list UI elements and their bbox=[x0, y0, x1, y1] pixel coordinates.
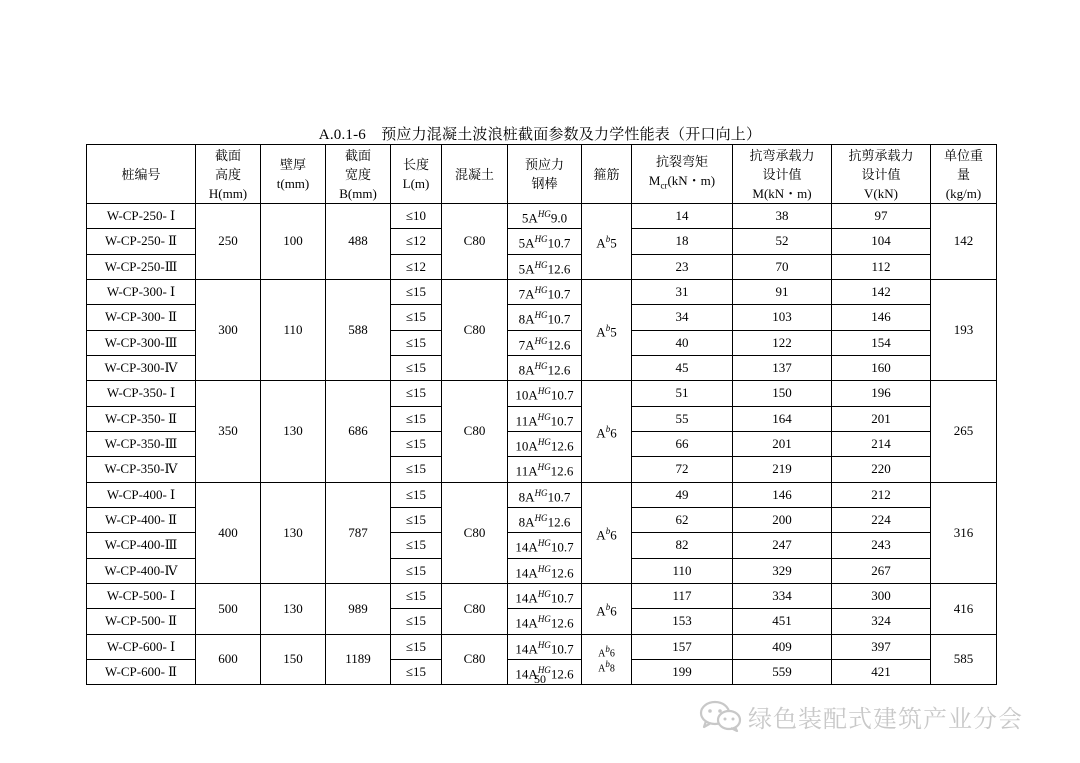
crack-moment-cell: 14 bbox=[632, 204, 733, 229]
steel-grade: HG bbox=[537, 386, 551, 397]
steel-diameter: 12.6 bbox=[547, 514, 571, 530]
header-bending-capacity: 抗弯承载力 设计值 M(kN・m) bbox=[733, 145, 832, 204]
steel-count: 8A bbox=[518, 362, 535, 378]
table-row bbox=[87, 204, 997, 229]
section-width-cell: 488 bbox=[326, 204, 391, 280]
stirrup-sup: b bbox=[605, 659, 610, 670]
concrete-cell: C80 bbox=[442, 583, 508, 634]
bending-capacity-cell: 200 bbox=[733, 507, 832, 532]
table-row bbox=[87, 381, 997, 406]
steel-count: 7A bbox=[518, 336, 535, 352]
concrete-cell: C80 bbox=[442, 204, 508, 280]
steel-cell bbox=[508, 482, 582, 507]
section-height-cell: 300 bbox=[196, 279, 261, 380]
shear-capacity-cell: 267 bbox=[832, 558, 931, 583]
pile-id-cell: W-CP-250- Ⅰ bbox=[87, 204, 196, 229]
steel-cell bbox=[508, 330, 582, 355]
crack-moment-cell: 199 bbox=[632, 659, 733, 684]
steel-count: 5A bbox=[518, 260, 535, 276]
steel-diameter: 9.0 bbox=[550, 210, 568, 226]
length-cell: ≤15 bbox=[391, 381, 442, 406]
pile-id-cell: W-CP-600- Ⅱ bbox=[87, 659, 196, 684]
steel-cell bbox=[508, 204, 582, 229]
pile-id-cell: W-CP-300-Ⅲ bbox=[87, 330, 196, 355]
steel-diameter: 10.7 bbox=[550, 412, 574, 428]
bending-capacity-cell: 70 bbox=[733, 254, 832, 279]
section-width-cell: 588 bbox=[326, 279, 391, 380]
steel-diameter: 12.6 bbox=[547, 260, 571, 276]
pile-id-cell: W-CP-250-Ⅲ bbox=[87, 254, 196, 279]
steel-count: 8A bbox=[518, 514, 535, 530]
header-unit-weight: 单位重 量 (kg/m) bbox=[931, 145, 997, 204]
steel-count: 10A bbox=[515, 387, 538, 403]
pile-id-cell: W-CP-400- Ⅰ bbox=[87, 482, 196, 507]
steel-diameter: 10.7 bbox=[547, 488, 571, 504]
crack-moment-cell: 45 bbox=[632, 355, 733, 380]
stirrup-cell bbox=[582, 482, 632, 583]
bending-capacity-cell: 137 bbox=[733, 355, 832, 380]
section-width-cell: 686 bbox=[326, 381, 391, 482]
watermark-text: 绿色装配式建筑产业分会 bbox=[748, 704, 1023, 733]
stirrup-type: A bbox=[596, 526, 606, 542]
steel-grade: HG bbox=[537, 436, 551, 447]
header-row bbox=[87, 145, 997, 204]
length-cell: ≤12 bbox=[391, 229, 442, 254]
shear-capacity-cell: 154 bbox=[832, 330, 931, 355]
length-cell: ≤15 bbox=[391, 330, 442, 355]
unit-weight-cell: 316 bbox=[931, 482, 997, 583]
wechat-icon bbox=[698, 700, 742, 732]
steel-count: 11A bbox=[515, 412, 538, 428]
steel-cell bbox=[508, 305, 582, 330]
wall-thickness-cell: 130 bbox=[261, 381, 326, 482]
shear-capacity-cell: 224 bbox=[832, 507, 931, 532]
section-height-cell: 500 bbox=[196, 583, 261, 634]
stirrup-diameter: 5 bbox=[610, 324, 617, 340]
steel-grade: HG bbox=[534, 487, 548, 498]
length-cell: ≤15 bbox=[391, 533, 442, 558]
stirrup-diameter: 6 bbox=[609, 648, 615, 660]
pile-id-cell: W-CP-400-Ⅳ bbox=[87, 558, 196, 583]
steel-cell bbox=[508, 507, 582, 532]
length-cell: ≤10 bbox=[391, 204, 442, 229]
pile-id-cell: W-CP-400- Ⅱ bbox=[87, 507, 196, 532]
crack-moment-cell: 34 bbox=[632, 305, 733, 330]
bending-capacity-cell: 201 bbox=[733, 431, 832, 456]
bending-capacity-cell: 146 bbox=[733, 482, 832, 507]
steel-cell bbox=[508, 279, 582, 304]
stirrup-cell bbox=[582, 279, 632, 380]
header-crack-moment: 抗裂弯矩 $M_{cr}(kN$・m) bbox=[632, 145, 733, 204]
pile-spec-table bbox=[86, 144, 997, 685]
steel-grade: HG bbox=[537, 563, 551, 574]
steel-count: 11A bbox=[515, 463, 538, 479]
pile-id-cell: W-CP-300- Ⅱ bbox=[87, 305, 196, 330]
steel-count: 10A bbox=[515, 438, 538, 454]
header-stirrup: 箍筋 bbox=[582, 145, 632, 204]
stirrup-type: A bbox=[596, 324, 606, 340]
length-cell: ≤15 bbox=[391, 279, 442, 304]
shear-capacity-cell: 324 bbox=[832, 609, 931, 634]
steel-grade: HG bbox=[534, 360, 548, 371]
length-cell: ≤12 bbox=[391, 254, 442, 279]
crack-moment-cell: 72 bbox=[632, 457, 733, 482]
length-cell: ≤15 bbox=[391, 609, 442, 634]
steel-diameter: 12.6 bbox=[550, 615, 574, 631]
stirrup-diameter: 6 bbox=[610, 425, 617, 441]
shear-capacity-cell: 160 bbox=[832, 355, 931, 380]
stirrup-type: A bbox=[598, 648, 606, 660]
steel-grade: HG bbox=[537, 588, 551, 599]
stirrup-cell bbox=[582, 634, 632, 659]
steel-count: 5A bbox=[521, 210, 538, 226]
bending-capacity-cell: 409 bbox=[733, 634, 832, 659]
steel-cell bbox=[508, 406, 582, 431]
bending-capacity-cell: 247 bbox=[733, 533, 832, 558]
bending-capacity-cell: 329 bbox=[733, 558, 832, 583]
steel-grade: HG bbox=[534, 234, 548, 245]
stirrup-sup: b bbox=[605, 601, 611, 612]
unit-weight-cell: 585 bbox=[931, 634, 997, 685]
steel-grade: HG bbox=[537, 639, 551, 650]
shear-capacity-cell: 146 bbox=[832, 305, 931, 330]
shear-capacity-cell: 201 bbox=[832, 406, 931, 431]
stirrup-cell bbox=[582, 381, 632, 482]
wall-thickness-cell: 100 bbox=[261, 204, 326, 280]
steel-count: 14A bbox=[515, 590, 538, 606]
shear-capacity-cell: 112 bbox=[832, 254, 931, 279]
crack-moment-cell: 55 bbox=[632, 406, 733, 431]
shear-capacity-cell: 212 bbox=[832, 482, 931, 507]
stirrup-type: A bbox=[596, 235, 606, 251]
pile-id-cell: W-CP-350- Ⅰ bbox=[87, 381, 196, 406]
length-cell: ≤15 bbox=[391, 558, 442, 583]
bending-capacity-cell: 451 bbox=[733, 609, 832, 634]
section-height-cell: 350 bbox=[196, 381, 261, 482]
steel-diameter: 12.6 bbox=[550, 463, 574, 479]
shear-capacity-cell: 104 bbox=[832, 229, 931, 254]
unit-weight-cell: 416 bbox=[931, 583, 997, 634]
length-cell: ≤15 bbox=[391, 659, 442, 684]
section-height-cell: 600 bbox=[196, 634, 261, 685]
header-shear-capacity: 抗剪承载力 设计值 V(kN) bbox=[832, 145, 931, 204]
length-cell: ≤15 bbox=[391, 457, 442, 482]
header-section-height: 截面 高度 H(mm) bbox=[196, 145, 261, 204]
bending-capacity-cell: 334 bbox=[733, 583, 832, 608]
steel-diameter: 10.7 bbox=[547, 311, 571, 327]
pile-id-cell: W-CP-300- Ⅰ bbox=[87, 279, 196, 304]
header-length: 长度 L(m) bbox=[391, 145, 442, 204]
steel-count: 14A bbox=[515, 615, 538, 631]
header-wall-thickness: 壁厚 t(mm) bbox=[261, 145, 326, 204]
steel-count: 8A bbox=[518, 488, 535, 504]
steel-grade: HG bbox=[534, 512, 548, 523]
steel-cell bbox=[508, 583, 582, 608]
steel-diameter: 10.7 bbox=[547, 286, 571, 302]
length-cell: ≤15 bbox=[391, 431, 442, 456]
stirrup-diameter: 6 bbox=[610, 526, 617, 542]
crack-moment-cell: 18 bbox=[632, 229, 733, 254]
table-title: A.0.1-6 预应力混凝土波浪桩截面参数及力学性能表（开口向上） bbox=[318, 127, 762, 143]
steel-cell bbox=[508, 229, 582, 254]
watermark bbox=[698, 699, 1023, 733]
shear-capacity-cell: 300 bbox=[832, 583, 931, 608]
steel-grade: HG bbox=[537, 462, 551, 473]
page-number: 50 bbox=[534, 672, 546, 686]
stirrup-diameter: 5 bbox=[610, 235, 617, 251]
bending-capacity-cell: 38 bbox=[733, 204, 832, 229]
bending-capacity-cell: 103 bbox=[733, 305, 832, 330]
steel-grade: HG bbox=[534, 284, 548, 295]
crack-moment-cell: 153 bbox=[632, 609, 733, 634]
stirrup-type: A bbox=[596, 602, 606, 618]
crack-moment-cell: 157 bbox=[632, 634, 733, 659]
stirrup-sup: b bbox=[605, 424, 611, 435]
header-prestressed-steel: 预应力 钢棒 bbox=[508, 145, 582, 204]
steel-grade: HG bbox=[537, 614, 551, 625]
stirrup-type: A bbox=[596, 425, 606, 441]
stirrup-sup: b bbox=[605, 644, 610, 655]
unit-weight-cell: 142 bbox=[931, 204, 997, 280]
steel-grade: HG bbox=[537, 538, 551, 549]
steel-cell bbox=[508, 457, 582, 482]
stirrup-sup: b bbox=[605, 525, 611, 536]
length-cell: ≤15 bbox=[391, 482, 442, 507]
steel-grade: HG bbox=[534, 310, 548, 321]
pile-id-cell: W-CP-250- Ⅱ bbox=[87, 229, 196, 254]
pile-id-cell: W-CP-500- Ⅰ bbox=[87, 583, 196, 608]
table-row bbox=[87, 583, 997, 608]
shear-capacity-cell: 397 bbox=[832, 634, 931, 659]
steel-cell bbox=[508, 558, 582, 583]
section-width-cell: 989 bbox=[326, 583, 391, 634]
steel-diameter: 12.6 bbox=[550, 438, 574, 454]
pile-id-cell: W-CP-600- Ⅰ bbox=[87, 634, 196, 659]
crack-moment-cell: 49 bbox=[632, 482, 733, 507]
unit-weight-cell: 265 bbox=[931, 381, 997, 482]
pile-id-cell: W-CP-500- Ⅱ bbox=[87, 609, 196, 634]
shear-capacity-cell: 196 bbox=[832, 381, 931, 406]
shear-capacity-cell: 220 bbox=[832, 457, 931, 482]
header-section-width: 截面 宽度 B(mm) bbox=[326, 145, 391, 204]
steel-count: 14A bbox=[515, 539, 538, 555]
stirrup-diameter: 8 bbox=[609, 663, 615, 675]
header-concrete: 混凝土 bbox=[442, 145, 508, 204]
steel-count: 8A bbox=[518, 311, 535, 327]
table-body bbox=[87, 204, 997, 685]
wall-thickness-cell: 130 bbox=[261, 482, 326, 583]
bending-capacity-cell: 91 bbox=[733, 279, 832, 304]
shear-capacity-cell: 421 bbox=[832, 659, 931, 684]
steel-cell bbox=[508, 381, 582, 406]
crack-moment-cell: 23 bbox=[632, 254, 733, 279]
steel-count: 14A bbox=[515, 564, 538, 580]
concrete-cell: C80 bbox=[442, 279, 508, 380]
steel-cell bbox=[508, 355, 582, 380]
wall-thickness-cell: 150 bbox=[261, 634, 326, 685]
shear-capacity-cell: 97 bbox=[832, 204, 931, 229]
steel-cell bbox=[508, 533, 582, 558]
steel-count: 14A bbox=[515, 640, 538, 656]
steel-count: 7A bbox=[518, 286, 535, 302]
steel-count: 14A bbox=[515, 666, 538, 682]
table-row bbox=[87, 482, 997, 507]
steel-cell bbox=[508, 634, 582, 659]
bending-capacity-cell: 219 bbox=[733, 457, 832, 482]
steel-count: 5A bbox=[518, 235, 535, 251]
stirrup-type: A bbox=[598, 663, 606, 675]
wall-thickness-cell: 110 bbox=[261, 279, 326, 380]
crack-moment-cell: 117 bbox=[632, 583, 733, 608]
length-cell: ≤15 bbox=[391, 305, 442, 330]
crack-moment-cell: 40 bbox=[632, 330, 733, 355]
table-row bbox=[87, 634, 997, 659]
crack-moment-cell: 66 bbox=[632, 431, 733, 456]
stirrup-diameter: 6 bbox=[610, 602, 617, 618]
bending-capacity-cell: 52 bbox=[733, 229, 832, 254]
steel-diameter: 10.7 bbox=[550, 640, 574, 656]
steel-grade: HG bbox=[537, 664, 551, 675]
section-height-cell: 250 bbox=[196, 204, 261, 280]
length-cell: ≤15 bbox=[391, 634, 442, 659]
shear-capacity-cell: 243 bbox=[832, 533, 931, 558]
stirrup-cell bbox=[582, 204, 632, 280]
pile-id-cell: W-CP-350-Ⅲ bbox=[87, 431, 196, 456]
pile-id-cell: W-CP-350-Ⅳ bbox=[87, 457, 196, 482]
header-pile-id: 桩编号 bbox=[87, 145, 196, 204]
pile-id-cell: W-CP-350- Ⅱ bbox=[87, 406, 196, 431]
unit-weight-cell: 193 bbox=[931, 279, 997, 380]
stirrup-sup: b bbox=[605, 322, 611, 333]
table-row bbox=[87, 279, 997, 304]
steel-diameter: 10.7 bbox=[550, 387, 574, 403]
length-cell: ≤15 bbox=[391, 507, 442, 532]
steel-cell bbox=[508, 609, 582, 634]
section-width-cell: 1189 bbox=[326, 634, 391, 685]
pile-id-cell: W-CP-400-Ⅲ bbox=[87, 533, 196, 558]
crack-moment-cell: 51 bbox=[632, 381, 733, 406]
pile-id-cell: W-CP-300-Ⅳ bbox=[87, 355, 196, 380]
steel-grade: HG bbox=[537, 411, 551, 422]
crack-moment-cell: 62 bbox=[632, 507, 733, 532]
stirrup-cell bbox=[582, 583, 632, 634]
steel-diameter: 12.6 bbox=[550, 666, 574, 682]
bending-capacity-cell: 150 bbox=[733, 381, 832, 406]
stirrup-sup: b bbox=[605, 234, 611, 245]
shear-capacity-cell: 214 bbox=[832, 431, 931, 456]
concrete-cell: C80 bbox=[442, 634, 508, 685]
crack-moment-cell: 31 bbox=[632, 279, 733, 304]
shear-capacity-cell: 142 bbox=[832, 279, 931, 304]
steel-diameter: 10.7 bbox=[550, 539, 574, 555]
length-cell: ≤15 bbox=[391, 583, 442, 608]
steel-cell bbox=[508, 254, 582, 279]
section-height-cell: 400 bbox=[196, 482, 261, 583]
crack-moment-cell: 110 bbox=[632, 558, 733, 583]
length-cell: ≤15 bbox=[391, 355, 442, 380]
steel-diameter: 12.6 bbox=[547, 336, 571, 352]
steel-diameter: 12.6 bbox=[547, 362, 571, 378]
bending-capacity-cell: 122 bbox=[733, 330, 832, 355]
bending-capacity-cell: 164 bbox=[733, 406, 832, 431]
steel-grade: HG bbox=[534, 335, 548, 346]
crack-moment-cell: 82 bbox=[632, 533, 733, 558]
steel-diameter: 10.7 bbox=[547, 235, 571, 251]
section-width-cell: 787 bbox=[326, 482, 391, 583]
steel-grade: HG bbox=[537, 209, 551, 219]
steel-diameter: 12.6 bbox=[550, 564, 574, 580]
steel-grade: HG bbox=[534, 259, 548, 270]
bending-capacity-cell: 559 bbox=[733, 659, 832, 684]
steel-cell bbox=[508, 431, 582, 456]
wall-thickness-cell: 130 bbox=[261, 583, 326, 634]
steel-diameter: 10.7 bbox=[550, 590, 574, 606]
length-cell: ≤15 bbox=[391, 406, 442, 431]
concrete-cell: C80 bbox=[442, 482, 508, 583]
concrete-cell: C80 bbox=[442, 381, 508, 482]
